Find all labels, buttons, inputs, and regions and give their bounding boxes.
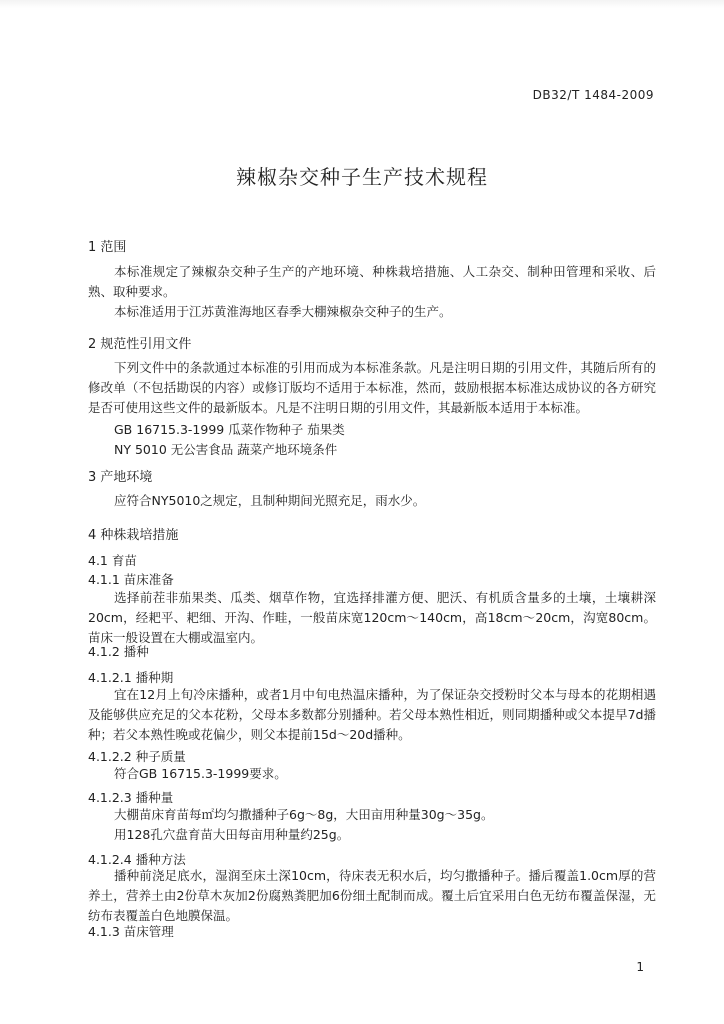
section-4-heading: 4 种株栽培措施 bbox=[88, 528, 179, 543]
reference-gb16715: GB 16715.3-1999 瓜菜作物种子 茄果类 bbox=[114, 422, 345, 437]
scan-edge bbox=[0, 0, 724, 8]
section-1-paragraph-1: 本标准规定了辣椒杂交种子生产的产地环境、种株栽培措施、人工杂交、制种田管理和采收、后熟、取种要求。 bbox=[88, 264, 656, 299]
section-4-1-1-heading: 4.1.1 苗床准备 bbox=[88, 572, 174, 587]
page-number: 1 bbox=[636, 960, 644, 974]
section-4-1-2-4-heading: 4.1.2.4 播种方法 bbox=[88, 852, 186, 867]
document-title: 辣椒杂交种子生产技术规程 bbox=[236, 165, 488, 189]
section-4-1-1-paragraph: 选择前茬非茄果类、瓜类、烟草作物，宜选择排灌方便、肥沃、有机质含量多的土壤，土壤耕深20cm，经耙平、耙细、开沟、作畦，一般苗床宽120cm～140cm，高18cm～20cm，沟宽80cm。苗床一般设置在大棚或温室内。 bbox=[88, 590, 656, 645]
section-2-heading: 2 规范性引用文件 bbox=[88, 337, 192, 352]
standard-code: DB32/T 1484-2009 bbox=[532, 88, 654, 102]
section-4-1-2-3-heading: 4.1.2.3 播种量 bbox=[88, 790, 174, 805]
section-4-1-2-3-paragraph-1: 大棚苗床育苗每㎡均匀撒播种子6g～8g，大田亩用种量30g～35g。 bbox=[114, 807, 494, 822]
section-4-1-2-1-paragraph: 宜在12月上旬冷床播种，或者1月中旬电热温床播种，为了保证杂交授粉时父本与母本的花期相遇及能够供应充足的父本花粉，父母本多数都分别播种。若父母本熟性相近，则同期播种或父本提早7d播种；若父本熟性晚或花偏少，则父本提前15d～20d播种。 bbox=[88, 687, 656, 742]
section-4-1-3-heading: 4.1.3 苗床管理 bbox=[88, 924, 174, 939]
section-4-1-2-3-paragraph-2: 用128孔穴盘育苗大田每亩用种量约25g。 bbox=[114, 827, 350, 842]
section-1-paragraph-2: 本标准适用于江苏黄淮海地区春季大棚辣椒杂交种子的生产。 bbox=[114, 304, 452, 319]
section-3-heading: 3 产地环境 bbox=[88, 470, 153, 485]
section-4-1-heading: 4.1 育苗 bbox=[88, 553, 137, 568]
section-4-1-2-1-heading: 4.1.2.1 播种期 bbox=[88, 670, 174, 685]
section-4-1-2-heading: 4.1.2 播种 bbox=[88, 644, 149, 659]
section-4-1-2-2-heading: 4.1.2.2 种子质量 bbox=[88, 749, 186, 764]
section-4-1-2-2-paragraph: 符合GB 16715.3-1999要求。 bbox=[114, 766, 287, 781]
section-3-paragraph-1: 应符合NY5010之规定，且制种期间光照充足，雨水少。 bbox=[114, 493, 426, 508]
section-4-1-2-4-paragraph: 播种前浇足底水，湿润至床土深10cm，待床表无积水后，均匀撒播种子。播后覆盖1.0cm厚的营养土，营养土由2份草木灰加2份腐熟粪肥加6份细土配制而成。覆土后宜采用白色无纺布覆盖保湿，无纺布表覆盖白色地膜保温。 bbox=[88, 868, 656, 923]
section-2-paragraph-1: 下列文件中的条款通过本标准的引用而成为本标准条款。凡是注明日期的引用文件，其随后所有的修改单（不包括勘误的内容）或修订版均不适用于本标准，然而，鼓励根据本标准达成协议的各方研究是否可使用这些文件的最新版本。凡是不注明日期的引用文件，其最新版本适用于本标准。 bbox=[88, 360, 656, 415]
section-1-heading: 1 范围 bbox=[88, 240, 127, 255]
reference-ny5010: NY 5010 无公害食品 蔬菜产地环境条件 bbox=[114, 442, 338, 457]
